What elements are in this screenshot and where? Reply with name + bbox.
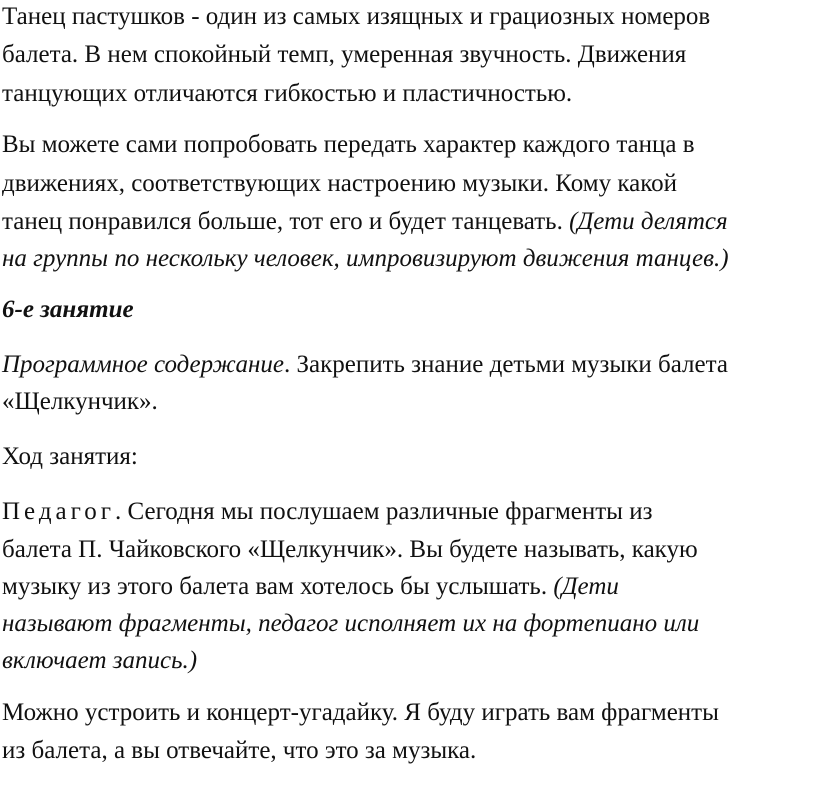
paragraph-5-line-1 <box>2 497 652 527</box>
paragraph-2-line-1: Вы можете сами попробовать передать характер каждого танца в <box>2 131 695 158</box>
paragraph-5-line-3-remark: (Дети <box>553 573 619 600</box>
paragraph-3-line-2: «Щелкунчик». <box>2 388 158 415</box>
paragraph-2-line-3-remark: (Дети делятся <box>569 208 728 235</box>
paragraph-2-line-4-remark: на группы по нескольку человек, импровизируют движения танцев.) <box>2 245 729 272</box>
program-content-label: Программное содержание <box>2 351 284 378</box>
paragraph-5-line-3 <box>2 572 619 602</box>
paragraph-1-line-2: балета. В нем спокойный темп, умеренная звучность. Движения <box>2 41 687 68</box>
paragraph-5-line-4-remark: называют фрагменты, педагог исполняет их на фортепиано или <box>2 610 700 637</box>
paragraph-6-line-2: из балета, а вы отвечайте, что это за музыка. <box>2 737 477 764</box>
paragraph-5-line-2: балета П. Чайковского «Щелкунчик». Вы будете называть, какую <box>2 536 698 563</box>
speaker-label: Педагог <box>2 498 116 525</box>
paragraph-5-line-1-text: . Сегодня мы послушаем различные фрагменты из <box>115 498 653 525</box>
paragraph-3-line-1 <box>2 350 728 380</box>
paragraph-5-line-3-text: музыку из этого балета вам хотелось бы услышать. <box>2 573 554 600</box>
paragraph-6-line-1: Можно устроить и концерт-угадайку. Я буду играть вам фрагменты <box>2 699 719 726</box>
paragraph-2-line-3 <box>2 207 728 237</box>
paragraph-2-line-2: движениях, соответствующих настроению музыки. Кому какой <box>2 170 677 197</box>
paragraph-1-line-1: Танец пастушков - один из самых изящных и грациозных номеров <box>2 3 711 30</box>
lesson-heading: 6-е занятие <box>2 296 134 323</box>
paragraph-1-line-3: танцующих отличаются гибкостью и пластичностью. <box>2 80 573 107</box>
paragraph-2-line-3-text: танец понравился больше, тот его и будет танцевать. <box>2 208 570 235</box>
paragraph-5-line-5-remark: включает запись.) <box>2 647 198 674</box>
paragraph-3-line-1-text: . Закрепить знание детьми музыки балета <box>283 351 728 378</box>
lesson-flow-label: Ход занятия: <box>2 443 138 470</box>
